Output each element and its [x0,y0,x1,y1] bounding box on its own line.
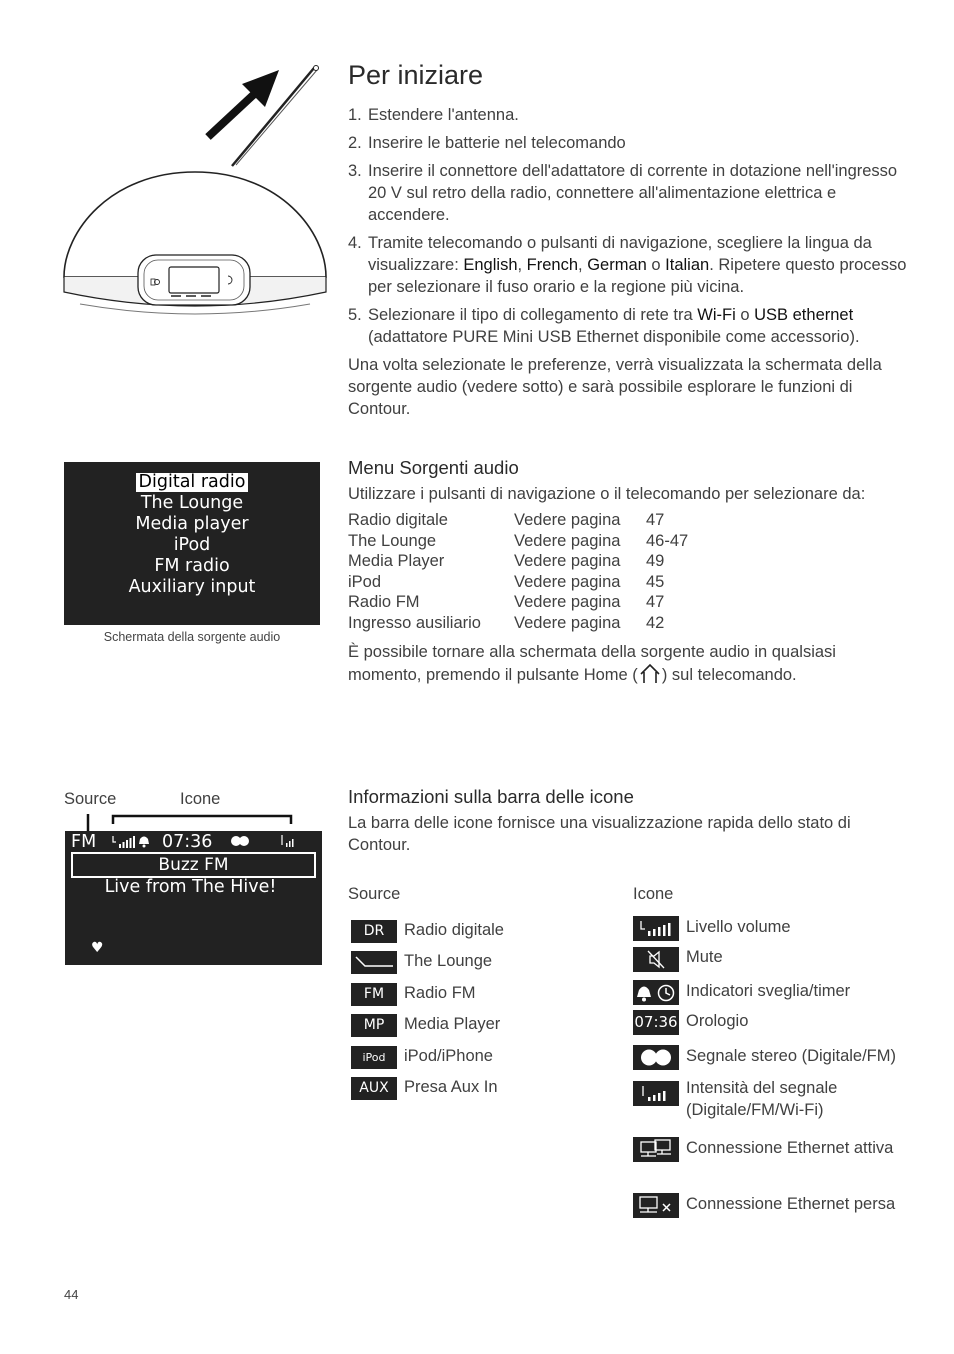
source-label: iPod/iPhone [404,1047,493,1065]
stereo-icon [230,835,250,847]
mute-icon [633,947,679,972]
source-screen-item: The Lounge [140,493,244,513]
signal-icon [280,833,296,849]
page-title: Per iniziare [348,60,484,90]
ethernet-connected-icon [633,1137,679,1162]
table-row: The Lounge Vedere pagina 46-47 [348,531,689,550]
icon-label: Mute [686,948,723,966]
icon-label: Indicatori sveglia/timer [686,982,851,1000]
alarm-timer-icon [633,980,679,1005]
radio-device-illustration [60,62,330,322]
menu-subtitle: Utilizzare i pulsanti di navigazione o il telecomando per selezionare da: [348,485,866,503]
home-icon [638,663,662,685]
source-screen-item: Auxiliary input [128,577,256,597]
intro-closing: Una volta selezionate le preferenze, verrà visualizzata la schermata della sorgente audio (vedere sotto) e sarà possibile esplorare le funzioni di Contour. [348,356,882,418]
source-screen [64,462,320,625]
icon-label: Connessione Ethernet persa [686,1195,896,1213]
screen-time: 07:36 [162,832,213,852]
label-source: Source [64,790,117,808]
step-item: 3. Inserire il connettore dell'adattatore di corrente in dotazione nell'ingresso 20 V sul retro della radio, connettere all'alimentazione elettrica e accendere. [348,162,898,224]
table-row: Radio FM Vedere pagina 47 [348,593,665,612]
clock-icon: 07:36 [633,1010,679,1035]
source-label: The Lounge [404,952,493,970]
source-screen-item: Media player [135,514,249,534]
icons-heading: Icone [633,885,674,903]
volume-icon [111,834,137,850]
source-badge-fm: FM [351,983,397,1006]
icon-label: Orologio [686,1012,749,1030]
table-row: Ingresso ausiliario Vedere pagina 42 [348,613,665,632]
lounge-icon [351,951,397,974]
iconinfo-body: La barra delle icone fornisce una visualizzazione rapida dello stato di Contour. [348,814,851,854]
source-heading: Source [348,885,401,903]
page-number: 44 [64,1287,79,1302]
source-badge-ipod: iPod [351,1046,397,1069]
source-label: Presa Aux In [404,1078,498,1096]
source-label: Radio FM [404,984,476,1002]
iconinfo-title: Informazioni sulla barra delle icone [348,786,634,807]
table-row: iPod Vedere pagina 45 [348,572,665,591]
iconbar-screen [65,831,322,965]
label-icons: Icone [180,790,221,808]
source-screen-item: iPod [173,535,211,555]
source-label: Radio digitale [404,921,504,939]
signal-icon [633,1081,679,1106]
source-label: Media Player [404,1015,501,1033]
step-item: 4. Tramite telecomando o pulsanti di navigazione, scegliere la lingua da visualizzare: English, French, German o Italian. Ripetere questo processo per selezionare il fuso orario e la regione più vicina. [348,234,907,296]
favourite-icon: ♥ [91,940,104,956]
step-item: 2. Inserire le batterie nel telecomando [348,134,626,152]
source-page-table [348,510,688,634]
stereo-icon [633,1045,679,1070]
icon-label: Connessione Ethernet attiva [686,1139,894,1157]
alarm-icon [138,834,150,848]
screen-station: Buzz FM [71,852,316,878]
menu-title: Menu Sorgenti audio [348,457,519,478]
volume-icon [633,916,679,941]
table-row: Media Player Vedere pagina 49 [348,552,665,571]
step-item: 1. Estendere l'antenna. [348,106,519,124]
source-screen-item: FM radio [154,556,230,576]
screen-text: Live from The Hive! [104,877,277,897]
step-item: 5. Selezionare il tipo di collegamento di rete tra Wi-Fi o USB ethernet (adattatore PURE Mini USB Ethernet disponibile come accessorio). [348,306,860,346]
source-screen-item: Digital radio [64,472,320,493]
ethernet-lost-icon [633,1193,679,1218]
icon-label-line2: (Digitale/FM/Wi-Fi) [686,1101,824,1119]
icon-label: Livello volume [686,918,791,936]
source-badge-mp: MP [351,1014,397,1037]
table-row: Radio digitale Vedere pagina 47 [348,511,665,529]
icon-label: Segnale stereo (Digitale/FM) [686,1047,897,1065]
screen-source-code: FM [71,832,97,852]
home-note: È possibile tornare alla schermata della sorgente audio in qualsiasi momento, premendo il pulsante Home ( ) sul telecomando. [348,643,836,684]
source-badge-aux: AUX [351,1077,397,1100]
source-screen-caption: Schermata della sorgente audio [103,630,281,644]
setup-steps [348,104,908,354]
source-badge-dr: DR [351,920,397,943]
icon-label: Intensità del segnale [686,1079,838,1097]
